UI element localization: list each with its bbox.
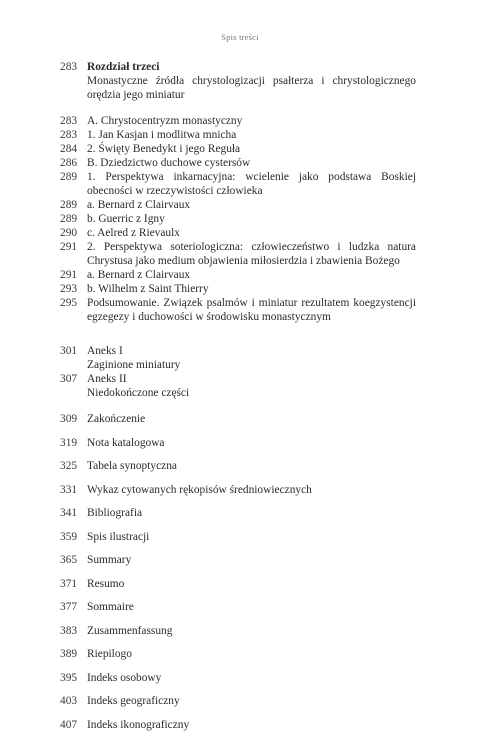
page-number: 284 xyxy=(60,143,78,155)
toc-entry xyxy=(60,718,416,732)
page-number: 289 xyxy=(60,199,78,211)
entry-title: Indeks geograficzny xyxy=(87,695,180,707)
toc-entry xyxy=(60,226,416,240)
entry-title: 1. Perspektywa inkarnacyjna: wcielenie jako podstawa Boskiej obecności w rzeczywistości człowieka xyxy=(87,171,416,197)
page-number: 309 xyxy=(60,413,78,425)
toc-entry xyxy=(60,240,416,268)
entry-title: Zusammenfassung xyxy=(87,624,173,637)
chapter-heading xyxy=(60,60,416,74)
page-number: 283 xyxy=(60,61,78,73)
table-of-contents xyxy=(60,60,416,732)
page-number: 383 xyxy=(60,624,78,637)
toc-entry xyxy=(60,647,416,661)
entry-title: Sommaire xyxy=(87,601,134,613)
entry-title: 2. Święty Benedykt i jego Reguła xyxy=(87,143,241,155)
page-number: 289 xyxy=(60,213,78,225)
entry-title: Spis ilustracji xyxy=(87,530,150,543)
toc-entry xyxy=(60,212,416,226)
toc-entry xyxy=(60,530,416,544)
annex-entry xyxy=(60,372,416,386)
entry-title: Zakończenie xyxy=(87,413,146,425)
toc-entry xyxy=(60,600,416,614)
entry-title: b. Wilhelm z Saint Thierry xyxy=(87,283,209,295)
entry-title: b. Guerric z Igny xyxy=(87,213,165,225)
running-head: Spis treści xyxy=(221,32,259,42)
entry-title: B. Dziedzictwo duchowe cystersów xyxy=(87,157,251,169)
toc-entry xyxy=(60,128,416,142)
entry-title: Resumo xyxy=(87,577,125,590)
entry-title: Riepilogo xyxy=(87,648,132,660)
toc-entry xyxy=(60,412,416,426)
entry-title: Indeks ikonograficzny xyxy=(87,718,190,731)
annex-title-row xyxy=(60,358,416,372)
entry-title: a. Bernard z Clairvaux xyxy=(87,199,191,211)
toc-entry xyxy=(60,624,416,638)
page-number: 291 xyxy=(60,269,78,281)
page-number: 377 xyxy=(60,601,78,613)
page-number: 291 xyxy=(60,241,78,253)
page-number: 301 xyxy=(60,345,78,357)
page-number: 283 xyxy=(60,115,78,127)
annex-title-row xyxy=(60,386,416,400)
toc-entry xyxy=(60,506,416,520)
toc-entry xyxy=(60,170,416,198)
toc-entry xyxy=(60,268,416,282)
toc-entry xyxy=(60,694,416,708)
toc-entry xyxy=(60,142,416,156)
page-number: 295 xyxy=(60,297,78,309)
toc-entry xyxy=(60,577,416,591)
entry-title: a. Bernard z Clairvaux xyxy=(87,269,191,281)
page-number: 407 xyxy=(60,718,78,731)
toc-entry xyxy=(60,436,416,450)
annex-title: Niedokończone części xyxy=(87,387,190,399)
entry-title: Nota katalogowa xyxy=(87,436,165,449)
entry-title: Summary xyxy=(87,554,132,566)
page-number: 290 xyxy=(60,227,78,239)
page-number: 325 xyxy=(60,460,78,472)
annex-title: Zaginione miniatury xyxy=(87,359,181,371)
page-number: 359 xyxy=(60,530,78,543)
page-number: 389 xyxy=(60,648,78,660)
entry-title: 1. Jan Kasjan i modlitwa mnicha xyxy=(87,129,237,141)
toc-entry xyxy=(60,459,416,473)
entry-title: Indeks osobowy xyxy=(87,671,162,684)
entry-title: Wykaz cytowanych rękopisów średniowiecznych xyxy=(87,483,312,496)
page-number: 395 xyxy=(60,671,78,684)
toc-entry xyxy=(60,282,416,296)
annex-label: Aneks I xyxy=(87,345,123,357)
toc-entry xyxy=(60,198,416,212)
chapter-subtitle: Monastyczne źródła chrystologizacji psałterza i chrystologicznego orędzia jego miniatur xyxy=(87,75,416,101)
entry-title: A. Chrystocentryzm monastyczny xyxy=(87,115,243,127)
page-number: 286 xyxy=(60,157,78,169)
toc-entry xyxy=(60,156,416,170)
page-number: 283 xyxy=(60,129,78,141)
toc-entry xyxy=(60,296,416,324)
page-number: 341 xyxy=(60,507,78,519)
entry-title: c. Aelred z Rievaulx xyxy=(87,227,180,239)
entry-title: 2. Perspektywa soteriologiczna: człowieczeństwo i ludzka natura Chrystusa jako medium objawienia miłosierdzia i zbawienia Bożego xyxy=(87,241,416,267)
page-number: 307 xyxy=(60,373,78,385)
chapter-subtitle-row xyxy=(60,74,416,102)
annex-entry xyxy=(60,344,416,358)
page-number: 319 xyxy=(60,436,78,449)
page-number: 365 xyxy=(60,554,78,566)
page-number: 371 xyxy=(60,577,78,590)
toc-entry xyxy=(60,483,416,497)
chapter-title: Rozdział trzeci xyxy=(87,61,160,73)
page-number: 403 xyxy=(60,695,78,707)
page-number: 293 xyxy=(60,283,78,295)
entry-title: Tabela synoptyczna xyxy=(87,460,177,472)
page-number: 331 xyxy=(60,483,78,496)
toc-entry xyxy=(60,114,416,128)
entry-title: Podsumowanie. Związek psalmów i miniatur rezultatem koegzystencji egzegezy i duchowości w środowisku monastycznym xyxy=(87,297,416,323)
entry-title: Bibliografia xyxy=(87,507,143,519)
toc-entry xyxy=(60,553,416,567)
page-number: 289 xyxy=(60,171,78,183)
annex-label: Aneks II xyxy=(87,373,127,385)
